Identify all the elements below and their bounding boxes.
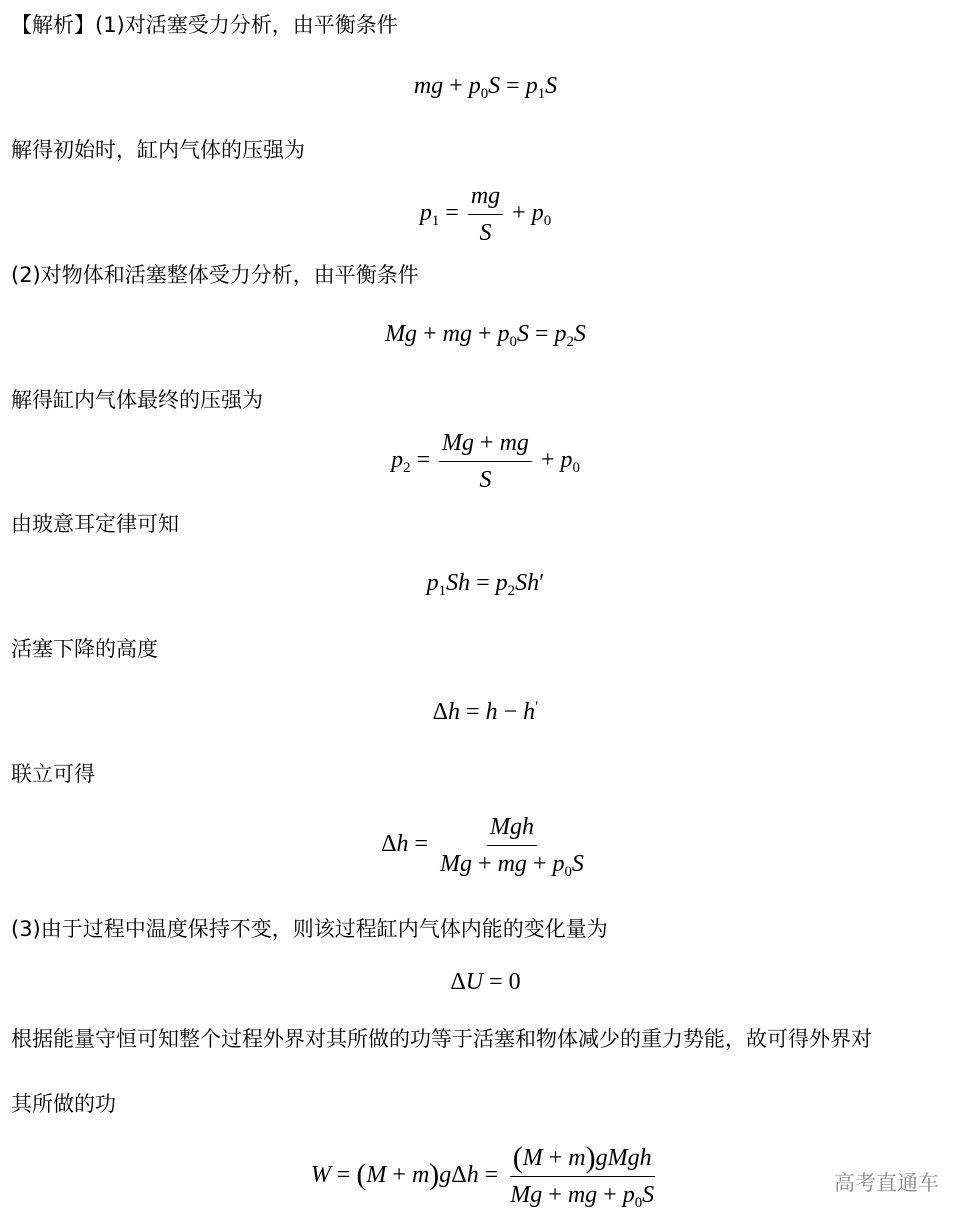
equation-2 [0,181,971,248]
paragraph-2: 解得初始时，缸内气体的压强为 [11,138,305,162]
equation-4-text: $p_2$ = $\frac{Mg + mg}{S}$ + $p_0$ [391,430,580,493]
equation-5-text: $p_1Sh = p_2Sh'$ [426,570,545,599]
watermark: 高考直通车 [834,1171,939,1195]
paragraph-8: (3)由于过程中温度保持不变，则该过程缸内气体内能的变化量为 [11,917,608,941]
equation-4 [0,428,971,495]
equation-2-text: $p_1$ = $\frac{mg}{S}$ + $p_0$ [419,183,552,246]
equation-7 [0,812,971,879]
equation-3-text: Mg + mg + $p_0S = p_2S$ [385,321,586,350]
paragraph-5: 由玻意耳定律可知 [11,512,179,536]
equation-7-text: Δh = $\frac{\text{Mgh}}{Mg + mg + p_0S}$ [381,814,584,880]
equation-8-text: ΔU = 0 [450,969,521,995]
equation-6 [0,696,971,728]
paragraph-3: (2)对物体和活塞整体受力分析，由平衡条件 [11,263,419,287]
paragraph-6: 活塞下降的高度 [11,637,158,661]
paragraph-9: 根据能量守恒可知整个过程外界对其所做的功等于活塞和物体减少的重力势能，故可得外界对 [11,1027,872,1051]
equation-8 [0,966,971,998]
equation-5 [0,567,971,599]
equation-9 [0,1143,971,1210]
paragraph-1: 【解析】(1)对活塞受力分析，由平衡条件 [11,13,398,37]
equation-3 [0,318,971,350]
paragraph-4: 解得缸内气体最终的压强为 [11,388,263,412]
equation-1-text: mg + $p_0S = p_1S$ [413,73,558,102]
equation-9-text: W = (M + m)gΔh = $\frac{\text{(M + m)gMgh}}{Mg + mg + p_0S}$ [310,1141,655,1211]
equation-6-text: Δh = h − h′ [432,698,539,725]
equation-1 [0,70,971,102]
paragraph-10: 其所做的功 [11,1092,116,1116]
paragraph-7: 联立可得 [11,762,95,786]
